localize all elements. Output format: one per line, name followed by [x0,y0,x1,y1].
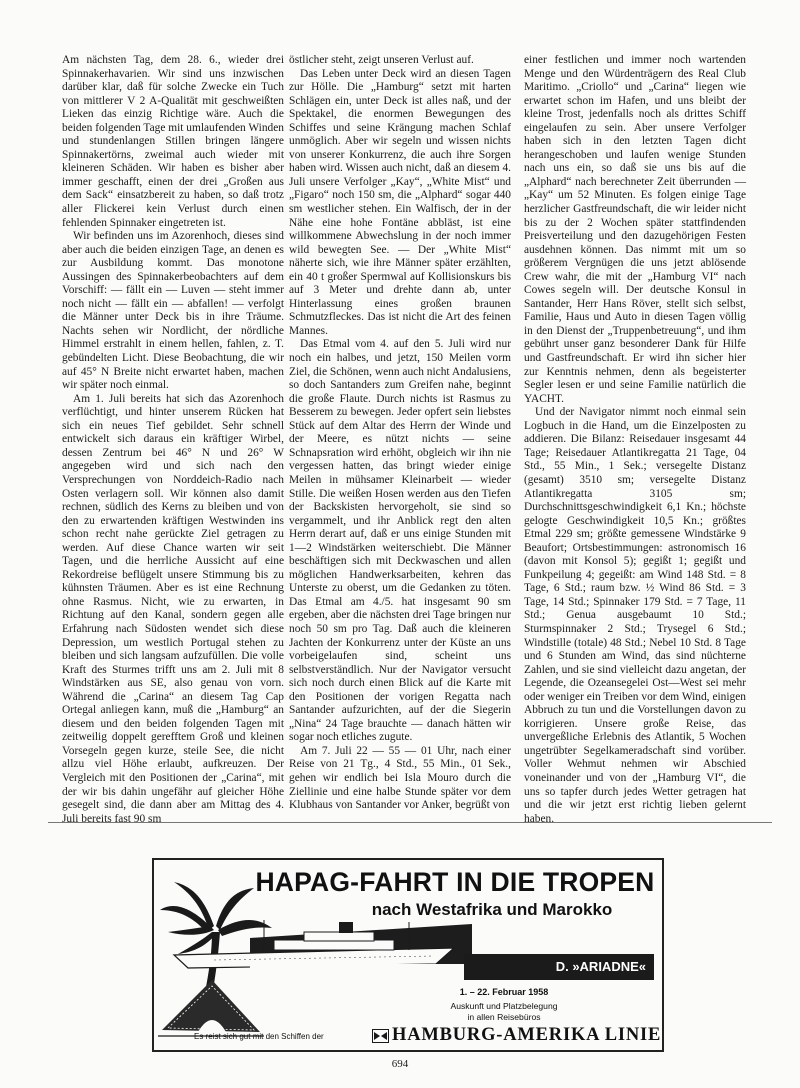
paragraph: Das Etmal vom 4. auf den 5. Juli wird nur noch ein halbes, und jetzt, 150 Meilen vorm Ziel, die Schönen, wenn auch nicht Andalusiens, so doch Santanders zum Greifen nahe, beginnt die große Flaute. Durch nichts ist Rasmus zu Besserem zu bewegen. Jeder opfert sein liebstes Stück auf dem Altar des Herrn der Winde und der Meere, es nützt nichts — seine Schnapsration wird erhöht, obgleich wir ihn nie vergessen hatten, das bringt wieder einige Meilen in mühsamer Kleinarbeit — wieder Stille. Die weißen Hosen werden aus den Tiefen der Backskisten hervorgeholt, sie sind so vergammelt, und ihr Anblick regt den alten Herrn derart auf, daß er uns einige Stunden mit 1—2 Windstärken weiterschiebt. Die Männer beschäftigen sich mit Deckwaschen und allen möglichen Handwerksarbeiten, kehren das Unterste zu oberst, um die Gedanken zu töten. Das Etmal am 4./5. hat insgesamt 90 sm ergeben, aber die nächsten drei Tage bringen nur noch 50 sm pro Tag. Daß auch die kleineren Jachten der Konkurrenz unter der Küste an uns vorbeigelaufen sind, scheint uns selbstverständlich. Nur der Navigator versucht sich noch durch einen Blick auf die Karte mit den Positionen der vorigen Regatta nach Santander aufzurichten, auf der die Siegerin „Nina“ 24 Tage brauchte — danach hätten wir sogar noch etliches zugute. [289,338,511,744]
ad-slogan: Es reist sich gut mit den Schiffen der [194,1032,324,1041]
ad-info [414,1001,594,1022]
article-column-1 [62,54,284,826]
hut-icon [158,980,264,1036]
article-column-3 [524,54,746,826]
ship-name-banner: D. »ARIADNE« [464,954,654,980]
paragraph: östlicher steht, zeigt unseren Verlust auf. [289,54,474,66]
company-name: HAMBURG-AMERIKA LINIE [392,1025,662,1045]
page-number: 694 [391,1058,409,1070]
ad-dates: 1. – 22. Februar 1958 [459,987,549,997]
paragraph: Und der Navigator nimmt noch einmal sein Logbuch in die Hand, um die Einzelposten zu addieren. Die Bilanz: Reisedauer insgesamt 44 Tage; Reisedauer Atlantikregatta 21 Tage, 04 Std., 55 Min., 1 Sek.; versegelte Distanz (gesamt) 3510 sm; versegelte Distanz Atlantikregatta 3105 sm; Durchschnittsgeschwindigkeit 6,1 Kn.; höchste gelogte Geschwindigkeit 10,5 Kn.; größtes Etmal 229 sm; größte gemessene Windstärke 9 Beaufort; Ortsbestimmungen: astronomisch 16 (davon mit Konsol 5); gegißt 1; gegißt und Funkpeilung 4; gegeißt: am Wind 148 Std. = 8 Tage, 6 Std.; raum bzw. ½ Wind 86 Std. = 3 Tage, 14 Std.; Spinnaker 179 Std. = 7 Tage, 11 Std.; Genua ausgebaumt 10 Std.; Sturmspinnaker 2 Std.; Trysegel 6 Std.; Windstille (totale) 48 Std.; Nebel 10 Std. 8 Tage und 6 Stunden am Wind, das sind nüchterne Zahlen, und sie sind vielleicht dazu angetan, der Legende, die Ozeansegelei Ost—West sei mehr oder weniger ein Treiben vor dem Wind, einigen Abbruch zu tun und die Vorstellungen davon zu korrigieren. Unsere große Reise, das unvergeßliche Erlebnis des Atlantik, 5 Wochen ungetrübter Segelkameradschaft sind vorüber. Voller Wehmut nehmen wir Abschied voneinander und von der „Hamburg VI“, die uns so tapfer durch jedes Wetter getragen hat und die wir jetzt erst richtig lieben gelernt haben. [524,406,746,825]
article-column-2 [289,54,511,813]
ad-info-line: in allen Reisebüros [467,1011,541,1022]
ad-subtitle: nach Westafrika und Marokko [371,900,613,919]
section-divider [48,822,772,823]
paragraph: einer festlichen und immer noch wartenden Menge und den Würdenträgern des Real Club Maritimo. „Criollo“ und „Carina“ liegen wie erwartet schon im Hafen, und uns bleibt der kleine Trost, jedenfalls noch als drittes Schiff eingelaufen zu sein. Aber unsere Verfolger haben sich in den letzten Tagen dicht herangeschoben und laufen wenige Stunden nach uns ein, so daß sie uns bis auf die „Alphard“ nach berechneter Zeit überrunden — „Kay“ um 52 Minuten. Es folgen einige Tage herzlicher Gastfreundschaft, die wir leider nicht bis zu der 2 Wochen später stattfindenden Preisverteilung und den dazugehörigen Festen ausdehnen können. Das nimmt mit um so größerem Vergnügen die uns jetzt ablösende Crew wahr, die mit der „Hamburg VI“ nach Cowes segeln will. Der deutsche Konsul in Santander, Herr Hans Röver, stellt sich selbst, Familie, Haus und Auto in diesen Tagen völlig in den Dienst der „Truppenbetreuung“, und ihm gebührt unser ganz besonderer Dank für Hilfe und Gastfreundschaft. Er wird ihn sicher hier zur Kenntnis nehmen, denn als begeisterter Segler lesen er und seine Familie natürlich die YACHT. [524,54,746,405]
paragraph: Wir befinden uns im Azorenhoch, dieses sind aber auch die beiden einzigen Tage, an denen es zur Ausbildung kommt. Das monotone Aussingen des Spinnakerbeobachters auf dem Vorschiff: — fällt ein — Luven — steht immer noch nicht — fällt ein — abfallen! — verfolgt die Männer unter Deck bis in ihre Träume. Nachts sehen wir Nordlicht, der nördliche Himmel erstrahlt in einem hellen, fahlen, z. T. gebündelten Licht. Diese Beobachtung, die wir auf 45° N Breite nicht erwartet haben, machen wir später noch einmal. [62,230,284,392]
paragraph: Am nächsten Tag, dem 28. 6., wieder drei Spinnakerhavarien. Wir sind uns inzwischen darüber klar, daß für solche Zwecke ein Tuch von mittlerer V 2 A-Qualität mit geschweißten Lieken das einzig Richtige wäre. Auch die beiden folgenden Tage mit umlaufenden Winden und stundenlangen Stillen bringen längere Spinnakertörns, zweimal auch wieder mit kleineren Schäden. Wir haben es bisher aber immer geschafft, einen der drei „Großen aus dem Sack“ einsatzbereit zu haben, so daß trotz aller Flickerei kein Verlust durch einen fehlenden Spinnaker eingetreten ist. [62,54,284,229]
ad-title: HAPAG-FAHRT IN DIE TROPEN [255,867,655,897]
paragraph: Am 1. Juli bereits hat sich das Azorenhoch verflüchtigt, und hinter unserem Rücken hat sich ein neues Tief gebildet. Sehr schnell entwickelt sich daraus ein kräftiger Wirbel, dessen Zentrum bei 46° N und 26° W angegeben wird und sich nach den Versprechungen von Norddeich-Radio nach Osten verlagern soll. Wir können also damit rechnen, südlich des Kerns zu bleiben und von den zu erwartenden kräftigen Westwinden ins schon recht nahe gerückte Ziel getragen zu werden. Auf diese Chance warten wir seit Tagen, und die herrliche Aussicht auf eine Rekordreise beflügelt unsere Stimmung bis zu kühnsten Träumen. Aber es ist eine Rechnung ohne Rasmus. Nicht, wie zu erwarten, in Richtung auf den Kanal, sondern gegen alle Erfahrung nach Südosten wendet sich diese Depression, um westlich Portugal stehen zu bleiben und sich langsam aufzufüllen. Die volle Kraft des Sturmes trifft uns am 2. Juli mit 8 Windstärken aus SE, also genau von vorn. Während die „Carina“ an diesem Tag Cap Ortegal anliegen kann, muß die „Hamburg“ an diesem und den beiden folgenden Tagen mit zeitweilig doppelt gerefftem Groß und kleinen Vorsegeln gegen kurze, steile See, die nicht allzu viel Höhe erlaubt, aufkreuzen. Der Vergleich mit den Positionen der „Carina“, mit der wir bis dahin ungefähr auf gleicher Höhe gesegelt sind, die dann aber am Mittag des 4. Juli bereits fast 90 sm [62,392,284,825]
hapag-advertisement [152,858,664,1052]
paragraph: Das Leben unter Deck wird an diesen Tagen zur Hölle. Die „Hamburg“ setzt mit harten Schlägen ein, unter Deck ist alles naß, und der Spektakel, die enormen Bewegungen des Schiffes und seine Krängung machen Schlaf unmöglich. Aber wir segeln und wissen nichts von unserer Konkurrenz, die auch ihre Sorgen haben wird. Wissen auch nicht, daß an diesem 4. Juli unsere Verfolger „Kay“, „White Mist“ und „Figaro“ noch 150 sm, die „Alphard“ sogar 440 sm westlicher stehen. Ein Walfisch, der in der Nähe eine hohe Fontäne abbläst, ist eine willkommene Abwechslung in der noch immer wild bewegten See. — Der „White Mist“ näherte sich, wie ihre Männer später erzählten, ein 40 t großer Spermwal auf Kollisionskurs bis auf 3 Meter und drehte dann ab, unter Hinterlassung eines großen braunen Schmutzfleckes. Das ist nicht die Art des feinen Mannes. [289,67,511,337]
paragraph: Am 7. Juli 22 — 55 — 01 Uhr, nach einer Reise von 21 Tg., 4 Std., 55 Min., 01 Sek., gehen wir endlich bei Isla Mouro durch die Ziellinie und eine halbe Stunde später vor dem Klubhaus von Santander vor Anker, begrüßt von [289,744,511,812]
ad-info-line: Auskunft und Platzbelegung [450,1001,558,1011]
hapag-logo-icon [372,1029,389,1043]
